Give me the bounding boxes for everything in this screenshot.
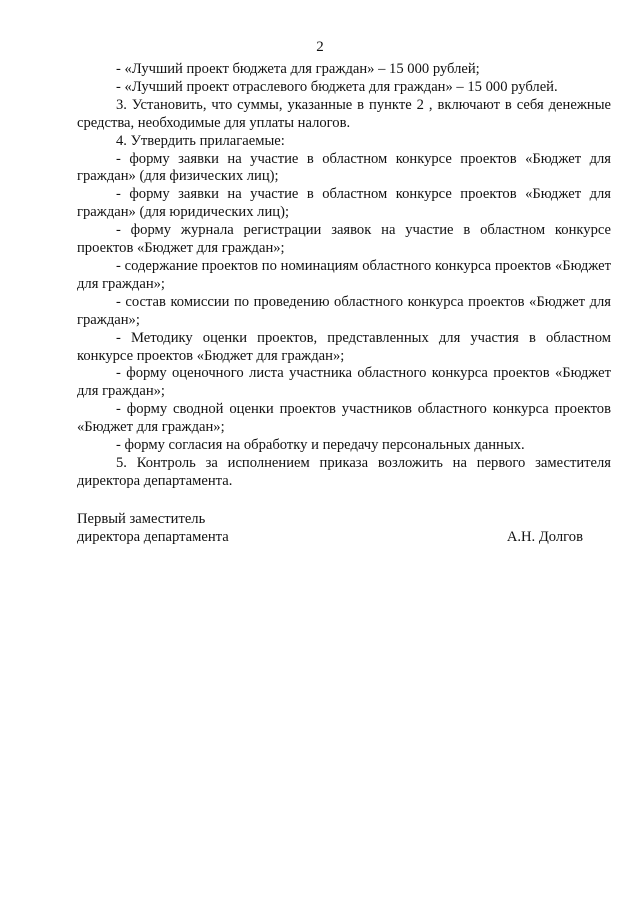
list-item-award-sectoral: - «Лучший проект отраслевого бюджета для граждан» – 15 000 рублей.	[116, 78, 558, 95]
list-item-form-individuals: - форму заявки на участие в областном конкурсе проектов «Бюджет для граждан» (для физических лиц);	[77, 150, 611, 185]
list-item-evaluation-sheet: - форму оценочного листа участника областного конкурса проектов «Бюджет для граждан»;	[77, 365, 611, 400]
list-item-summary-evaluation: - форму сводной оценки проектов участников областного конкурса проектов «Бюджет для граждан»;	[77, 401, 611, 436]
list-item-award-citizens: - «Лучший проект бюджета для граждан» – 15 000 рублей;	[116, 61, 480, 77]
list-item-commission: - состав комиссии по проведению областного конкурса проектов «Бюджет для граждан»;	[77, 293, 611, 328]
signatory-title-line2: директора департамента	[77, 528, 229, 545]
list-item-consent-form: - форму согласия на обработку и передачу персональных данных.	[116, 437, 525, 454]
list-item-methodology: - Методику оценки проектов, представленных для участия в областном конкурсе проектов «Бюджет для граждан»;	[77, 329, 611, 364]
list-item-nomination-content: - содержание проектов по номинациям областного конкурса проектов «Бюджет для граждан»;	[77, 257, 611, 292]
list-item-form-legal-entities: - форму заявки на участие в областном конкурсе проектов «Бюджет для граждан» (для юридических лиц);	[77, 186, 611, 221]
clause-5: 5. Контроль за исполнением приказа возложить на первого заместителя директора департамента.	[77, 454, 611, 489]
signatory-name: А.Н. Долгов	[506, 528, 583, 545]
clause-3: 3. Установить, что суммы, указанные в пункте 2 , включают в себя денежные средства, необходимые для уплаты налогов.	[77, 96, 611, 131]
list-item-registration-journal: - форму журнала регистрации заявок на участие в областном конкурсе проектов «Бюджет для граждан»;	[77, 222, 611, 257]
clause-4-heading: 4. Утвердить прилагаемые:	[116, 132, 285, 149]
document-body	[77, 61, 611, 491]
signature-block	[77, 511, 583, 547]
signatory-title-line1: Первый заместитель	[77, 511, 206, 527]
page-number: 2	[316, 39, 324, 55]
